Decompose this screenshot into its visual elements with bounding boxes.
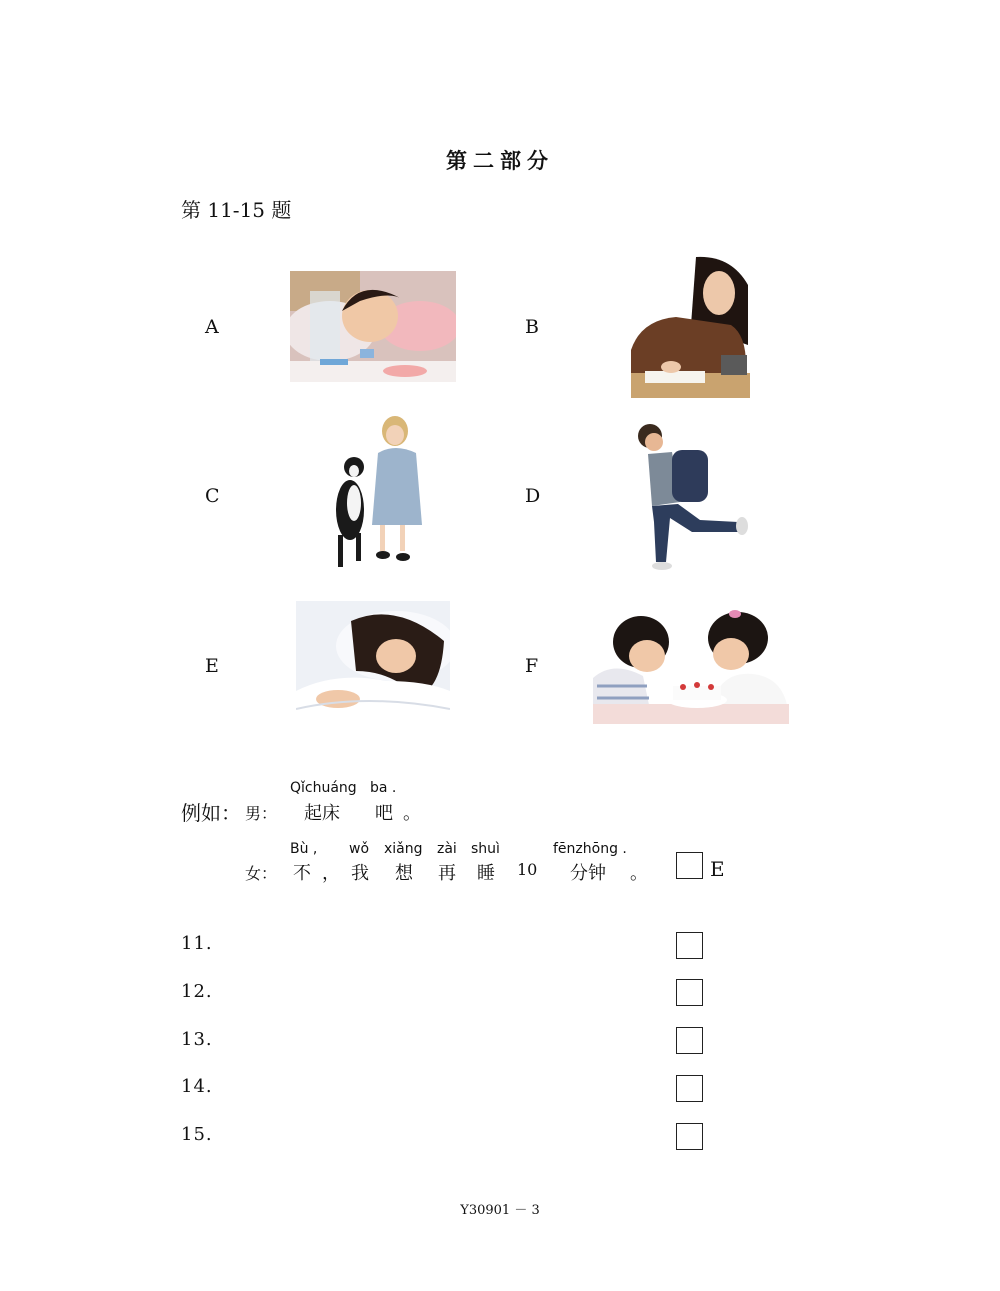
question-number-14: 14. [181,1076,213,1097]
answer-box-12[interactable] [676,979,703,1006]
girl-with-dog-icon [320,415,425,575]
woman-sleeping-in-bed-icon [296,601,450,729]
pinyin-wo: wǒ [349,841,370,857]
example-prefix: 例如： [181,801,241,825]
speaker-male: 男： [245,804,278,823]
hanzi-zai: 再 [438,863,456,884]
boy-running-with-backpack-icon [630,422,750,572]
section-title: 第二部分 [446,148,554,173]
girl-lying-with-medicine-pills-icon [290,271,456,382]
question-number-11: 11. [181,933,213,954]
option-image-d[interactable] [630,422,750,572]
pinyin-shui: shuì [471,841,500,857]
pinyin-qichuang: Qǐchuáng [290,780,357,796]
question-number-13: 13. [181,1029,213,1050]
hanzi-shui: 睡 [477,863,495,884]
option-letter-d: D [525,485,541,507]
question-range: 第 11-15 题 [181,198,292,222]
page-footer: Y30901 － 3 [460,1203,540,1218]
option-image-b[interactable] [631,255,750,398]
hanzi-wo: 我 [351,863,369,884]
question-number-12: 12. [181,981,213,1002]
children-with-birthday-cake-icon [593,608,789,724]
answer-box-14[interactable] [676,1075,703,1102]
example-answer-letter: E [710,857,725,881]
hanzi-period-2: 。 [630,863,648,884]
pinyin-bu: Bù , [290,841,318,857]
hanzi-comma: ， [322,863,340,884]
answer-box-15[interactable] [676,1123,703,1150]
number-ten: 10 [517,860,538,879]
option-image-c[interactable] [320,415,425,575]
pinyin-zai: zài [437,841,457,857]
hanzi-bu: 不 [293,863,311,884]
hanzi-period-1: 。 [403,803,421,824]
hanzi-fenzhong: 分钟 [570,863,606,884]
pinyin-xiang: xiǎng [384,841,423,857]
option-image-a[interactable] [290,271,456,382]
woman-writing-at-desk-icon [631,255,750,398]
option-letter-e: E [205,655,219,677]
option-letter-b: B [525,316,539,338]
pinyin-ba: ba . [370,780,397,796]
hanzi-qichuang: 起床 [304,803,340,824]
option-letter-f: F [525,655,539,677]
option-image-f[interactable] [593,608,789,724]
option-letter-a: A [205,316,219,338]
pinyin-fenzhong: fēnzhōng . [553,841,627,857]
hanzi-xiang: 想 [395,863,413,884]
option-image-e[interactable] [296,601,450,729]
answer-box-11[interactable] [676,932,703,959]
hanzi-ba: 吧 [375,803,393,824]
question-number-15: 15. [181,1124,213,1145]
answer-box-13[interactable] [676,1027,703,1054]
option-letter-c: C [205,485,220,507]
speaker-female: 女： [245,864,278,883]
example-answer-box[interactable] [676,852,703,879]
